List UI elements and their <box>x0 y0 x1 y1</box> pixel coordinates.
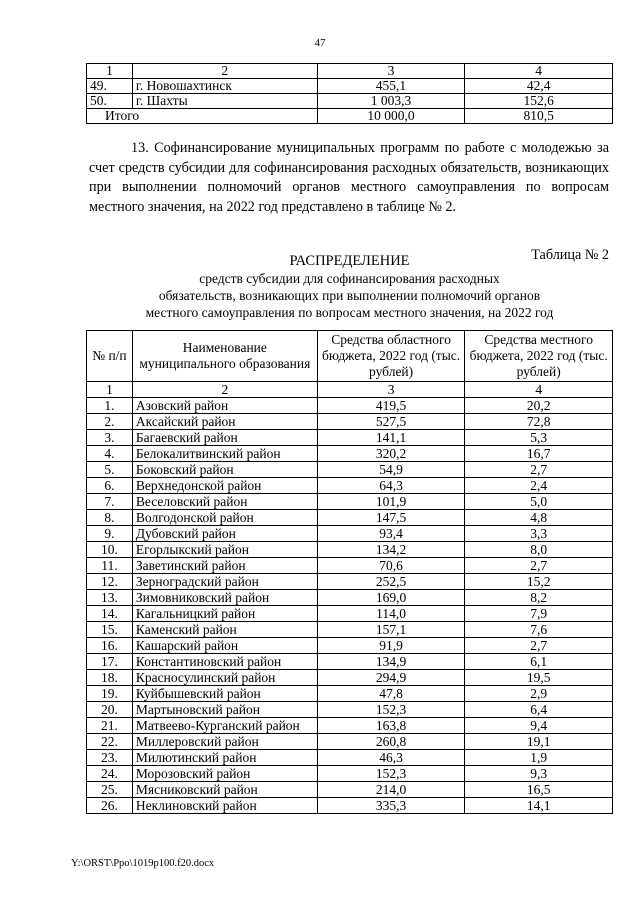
row-regional: 141,1 <box>317 430 465 446</box>
row-name: Дубовский район <box>132 526 317 542</box>
row-regional: 320,2 <box>317 446 465 462</box>
row-name: Аксайский район <box>132 414 317 430</box>
total-label: Итого <box>87 109 318 124</box>
row-number: 21. <box>87 718 133 734</box>
table-row <box>87 574 613 590</box>
table-heading <box>86 252 613 321</box>
row-local: 4,8 <box>465 510 613 526</box>
top-table-col-number: 3 <box>317 64 465 79</box>
row-number: 7. <box>87 494 133 510</box>
row-number: 6. <box>87 478 133 494</box>
row-local: 5,3 <box>465 430 613 446</box>
row-name: г. Шахты <box>132 94 317 109</box>
table-row <box>87 94 613 109</box>
row-name: Зимовниковский район <box>132 590 317 606</box>
row-local: 20,2 <box>465 398 613 414</box>
table-row <box>87 430 613 446</box>
top-table-col-number: 1 <box>87 64 133 79</box>
row-local: 15,2 <box>465 574 613 590</box>
row-name: Багаевский район <box>132 430 317 446</box>
column-number: 2 <box>132 382 317 398</box>
row-number: 12. <box>87 574 133 590</box>
row-regional: 163,8 <box>317 718 465 734</box>
table-row <box>87 654 613 670</box>
table-row <box>87 734 613 750</box>
row-local: 2,7 <box>465 638 613 654</box>
heading-line: местного самоуправления по вопросам местного значения, на 2022 год <box>145 305 554 320</box>
row-local: 6,4 <box>465 702 613 718</box>
row-local: 2,7 <box>465 558 613 574</box>
row-number: 20. <box>87 702 133 718</box>
row-name: Красносулинский район <box>132 670 317 686</box>
footer-file-path: Y:\ORST\Ppo\1019p100.f20.docx <box>71 858 215 869</box>
row-number: 9. <box>87 526 133 542</box>
row-number: 50. <box>87 94 133 109</box>
row-number: 4. <box>87 446 133 462</box>
total-regional: 10 000,0 <box>317 109 465 124</box>
row-number: 1. <box>87 398 133 414</box>
heading-line: средств субсидии для софинансирования расходных <box>199 271 500 286</box>
top-table-col-number: 4 <box>465 64 613 79</box>
row-regional: 214,0 <box>317 782 465 798</box>
row-regional: 419,5 <box>317 398 465 414</box>
table-label: Таблица № 2 <box>531 247 609 263</box>
table-row <box>87 494 613 510</box>
row-name: Азовский район <box>132 398 317 414</box>
row-local: 2,7 <box>465 462 613 478</box>
total-row <box>87 109 613 124</box>
row-number: 49. <box>87 79 133 94</box>
row-local: 5,0 <box>465 494 613 510</box>
row-regional: 527,5 <box>317 414 465 430</box>
table-row <box>87 638 613 654</box>
column-numbers-row <box>87 382 613 398</box>
column-number: 3 <box>317 382 465 398</box>
row-name: Кагальницкий район <box>132 606 317 622</box>
row-regional: 46,3 <box>317 750 465 766</box>
row-regional: 169,0 <box>317 590 465 606</box>
row-local: 19,5 <box>465 670 613 686</box>
row-number: 14. <box>87 606 133 622</box>
row-regional: 252,5 <box>317 574 465 590</box>
row-regional: 335,3 <box>317 798 465 814</box>
table-row <box>87 798 613 814</box>
table-row <box>87 702 613 718</box>
row-number: 18. <box>87 670 133 686</box>
row-name: Кашарский район <box>132 638 317 654</box>
row-regional: 54,9 <box>317 462 465 478</box>
row-name: Боковский район <box>132 462 317 478</box>
row-number: 11. <box>87 558 133 574</box>
header-regional: Средства областного бюджета, 2022 год (тыс. рублей) <box>317 331 465 382</box>
row-name: Куйбышевский район <box>132 686 317 702</box>
row-local: 152,6 <box>465 94 613 109</box>
table-row <box>87 766 613 782</box>
table-row <box>87 558 613 574</box>
table-row <box>87 622 613 638</box>
row-regional: 157,1 <box>317 622 465 638</box>
page-number: 47 <box>314 37 326 49</box>
row-local: 72,8 <box>465 414 613 430</box>
row-regional: 114,0 <box>317 606 465 622</box>
row-regional: 70,6 <box>317 558 465 574</box>
header-name: Наименование муниципального образования <box>132 331 317 382</box>
row-name: Мартыновский район <box>132 702 317 718</box>
row-number: 2. <box>87 414 133 430</box>
top-table-col-number: 2 <box>132 64 317 79</box>
row-regional: 134,2 <box>317 542 465 558</box>
row-regional: 93,4 <box>317 526 465 542</box>
header-number: № п/п <box>87 331 133 382</box>
table-row <box>87 670 613 686</box>
top-table <box>86 63 613 124</box>
row-name: Верхнедонской район <box>132 478 317 494</box>
table-row <box>87 686 613 702</box>
row-name: Неклиновский район <box>132 798 317 814</box>
table-row <box>87 782 613 798</box>
table-row <box>87 510 613 526</box>
heading-line: обязательств, возникающих при выполнении полномочий органов <box>158 288 541 303</box>
row-regional: 152,3 <box>317 766 465 782</box>
table-row <box>87 718 613 734</box>
row-local: 2,9 <box>465 686 613 702</box>
row-name: Веселовский район <box>132 494 317 510</box>
row-number: 8. <box>87 510 133 526</box>
table-header-row <box>87 331 613 382</box>
row-local: 3,3 <box>465 526 613 542</box>
row-number: 23. <box>87 750 133 766</box>
paragraph-text: 13. Софинансирование муниципальных программ по работе с молодежью за счет средств субсидии для софинансирования расходных обязательств, возникающих при выполнении полномочий органов местного самоуправления по вопросам местного значения, на 2022 год представлено в таблице № 2. <box>89 140 609 215</box>
table-row <box>87 590 613 606</box>
row-name: Егорлыкский район <box>132 542 317 558</box>
total-local: 810,5 <box>465 109 613 124</box>
paragraph-13 <box>89 139 609 217</box>
table-row <box>87 446 613 462</box>
row-number: 13. <box>87 590 133 606</box>
table-row <box>87 606 613 622</box>
table-row <box>87 79 613 94</box>
row-local: 7,9 <box>465 606 613 622</box>
column-number: 4 <box>465 382 613 398</box>
row-name: Морозовский район <box>132 766 317 782</box>
row-name: Мясниковский район <box>132 782 317 798</box>
row-regional: 147,5 <box>317 510 465 526</box>
top-table-header-row <box>87 64 613 79</box>
row-number: 26. <box>87 798 133 814</box>
row-name: Волгодонской район <box>132 510 317 526</box>
row-local: 16,7 <box>465 446 613 462</box>
heading-title: РАСПРЕДЕЛЕНИЕ <box>289 253 410 269</box>
row-local: 42,4 <box>465 79 613 94</box>
distribution-table <box>86 330 613 814</box>
row-local: 8,0 <box>465 542 613 558</box>
table-row <box>87 750 613 766</box>
row-local: 14,1 <box>465 798 613 814</box>
row-name: Белокалитвинский район <box>132 446 317 462</box>
row-name: Матвеево-Курганский район <box>132 718 317 734</box>
row-regional: 260,8 <box>317 734 465 750</box>
row-number: 3. <box>87 430 133 446</box>
row-local: 16,5 <box>465 782 613 798</box>
row-number: 16. <box>87 638 133 654</box>
row-regional: 47,8 <box>317 686 465 702</box>
table-row <box>87 526 613 542</box>
row-regional: 152,3 <box>317 702 465 718</box>
row-local: 8,2 <box>465 590 613 606</box>
row-local: 6,1 <box>465 654 613 670</box>
row-name: Каменский район <box>132 622 317 638</box>
row-regional: 101,9 <box>317 494 465 510</box>
row-number: 10. <box>87 542 133 558</box>
row-local: 1,9 <box>465 750 613 766</box>
row-local: 2,4 <box>465 478 613 494</box>
table-row <box>87 542 613 558</box>
row-number: 5. <box>87 462 133 478</box>
row-name: Константиновский район <box>132 654 317 670</box>
row-number: 24. <box>87 766 133 782</box>
row-number: 19. <box>87 686 133 702</box>
table-row <box>87 478 613 494</box>
row-regional: 1 003,3 <box>317 94 465 109</box>
row-name: Милютинский район <box>132 750 317 766</box>
table-row <box>87 414 613 430</box>
row-number: 15. <box>87 622 133 638</box>
table-row <box>87 398 613 414</box>
row-regional: 455,1 <box>317 79 465 94</box>
row-local: 19,1 <box>465 734 613 750</box>
row-name: Заветинский район <box>132 558 317 574</box>
column-number: 1 <box>87 382 133 398</box>
row-name: Зерноградский район <box>132 574 317 590</box>
row-regional: 64,3 <box>317 478 465 494</box>
row-number: 22. <box>87 734 133 750</box>
row-regional: 91,9 <box>317 638 465 654</box>
table-row <box>87 462 613 478</box>
row-regional: 294,9 <box>317 670 465 686</box>
row-regional: 134,9 <box>317 654 465 670</box>
row-local: 7,6 <box>465 622 613 638</box>
row-name: г. Новошахтинск <box>132 79 317 94</box>
row-name: Миллеровский район <box>132 734 317 750</box>
row-local: 9,4 <box>465 718 613 734</box>
row-number: 17. <box>87 654 133 670</box>
header-local: Средства местного бюджета, 2022 год (тыс. рублей) <box>465 331 613 382</box>
row-local: 9,3 <box>465 766 613 782</box>
row-number: 25. <box>87 782 133 798</box>
